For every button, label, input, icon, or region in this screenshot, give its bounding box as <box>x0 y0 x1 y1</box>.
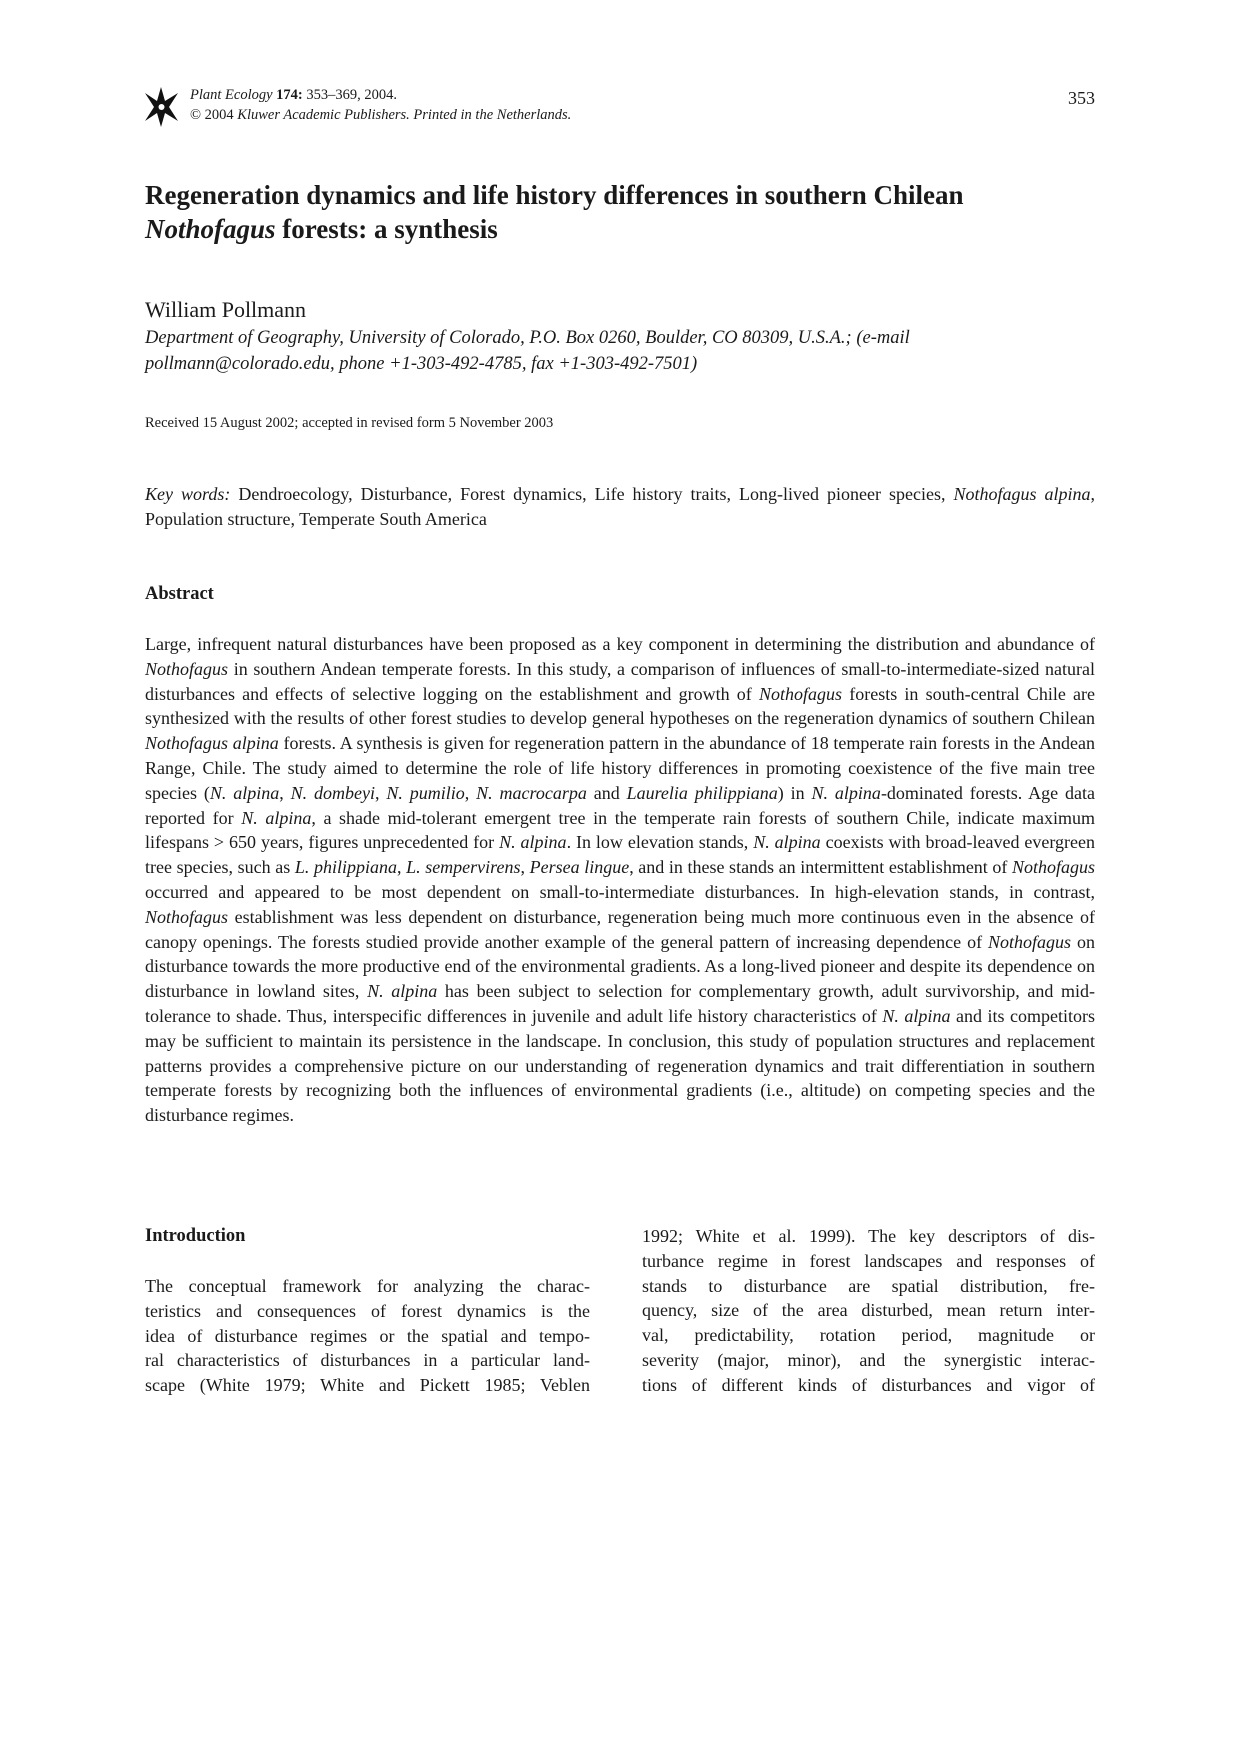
title-line-1: Regeneration dynamics and life history differences in southern Chilean <box>145 180 964 210</box>
abstract-heading: Abstract <box>145 584 214 604</box>
abstract-italic: N. alpina <box>499 832 567 853</box>
abstract-run: . In low elevation stands, <box>566 832 754 853</box>
abstract-run: , and in these stands an intermittent establishment of <box>629 857 1012 878</box>
abstract-italic: Nothofagus <box>145 658 229 679</box>
abstract-run: in southern Andean temperate forests. In this study, a comparison of influences of small-to-intermediate-sized natural disturbances and effects of selective logging on the establishment and growth of <box>145 658 1095 704</box>
text-line: stands to disturbance are spatial distribution, fre- <box>642 1275 1095 1296</box>
keywords-label: Key words: <box>145 484 231 504</box>
abstract-run: on disturbance towards the more productive end of the environmental gradients. As a long-lived pioneer and despite its dependence on disturbance in lowland sites, <box>145 931 1096 1002</box>
abstract-run: forests in south-central Chile are synthesized with the results of other forest studies to develop general hypotheses on the regeneration dynamics of southern Chilean <box>145 683 1095 729</box>
text-line: ral characteristics of disturbances in a particular land- <box>145 1350 590 1371</box>
abstract-italic: N. alpina <box>209 782 280 803</box>
abstract-run: occurred and appeared to be most dependent on small-to-intermediate disturbances. In high-elevation stands, in contrast, <box>145 881 1095 902</box>
affiliation-line-2: pollmann@colorado.edu, phone +1-303-492-4785, fax +1-303-492-7501) <box>145 354 698 374</box>
abstract-italic: Persea lingue <box>529 857 630 878</box>
affiliation-line-1: Department of Geography, University of Colorado, P.O. Box 0260, Boulder, CO 80309, U.S.A.; (e-mail <box>145 328 910 348</box>
abstract-run: , a shade mid-tolerant emergent tree in the temperate rain forests of southern Chile, indicate maximum lifespans > 650 years, figures unprecedented for <box>145 807 1095 853</box>
abstract-italic: N. dombeyi <box>290 782 375 803</box>
keywords-species: Nothofagus alpina <box>953 484 1091 504</box>
keywords-text: Dendroecology, Disturbance, Forest dynamics, Life history traits, Long-lived pioneer species, <box>230 484 954 504</box>
abstract-italic: N. alpina <box>753 832 821 853</box>
abstract-italic: N. pumilio <box>386 782 465 803</box>
abstract-run: coexists with broad-leaved evergreen tree species, such as <box>145 832 1096 878</box>
abstract-italic: Laurelia philippiana <box>626 782 778 803</box>
abstract-italic: N. alpina <box>811 782 881 803</box>
author-affiliation <box>145 325 1095 377</box>
paper-title <box>145 178 1095 246</box>
text-line: quency, size of the area disturbed, mean return inter- <box>642 1300 1095 1321</box>
text-line: teristics and consequences of forest dynamics is the <box>145 1300 590 1321</box>
abstract-run: forests. A synthesis is given for regeneration pattern in the abundance of 18 temperate rain forests in the Andean Range, Chile. The study aimed to determine the role of life history differences in promoting coexistence of the five main tree species ( <box>145 733 1096 803</box>
abstract-run: , <box>464 782 477 803</box>
abstract-run: establishment was less dependent on disturbance, regeneration being much more continuous even in the absence of canopy openings. The forests studied provide another example of the general pattern of increasing dependence of <box>145 906 1095 952</box>
abstract-run: , <box>396 857 407 878</box>
publisher-logo-icon <box>145 87 178 127</box>
keywords <box>145 482 1095 532</box>
abstract-italic: N. alpina <box>241 807 312 828</box>
abstract-italic: N. macrocarpa <box>476 782 587 803</box>
title-genus: Nothofagus <box>145 214 276 244</box>
abstract-italic: N. alpina <box>882 1005 951 1026</box>
abstract-text <box>145 632 1095 1128</box>
abstract-run: , <box>374 782 387 803</box>
author-name: William Pollmann <box>145 297 307 322</box>
introduction-right-column <box>642 1224 1095 1398</box>
introduction-left-column <box>145 1274 590 1398</box>
abstract-run: and its competitors may be sufficient to maintain its persistence in the landscape. In conclusion, this study of population structures and replacement patterns provides a comprehensive picture on our understanding of regeneration dynamics and trait differentiation in southern temperate forests by recognizing both the influences of environmental gradients (i.e., altitude) on competing species and the disturbance regimes. <box>145 1005 1095 1126</box>
abstract-run: and <box>586 782 627 803</box>
abstract-italic: Nothofagus <box>1012 857 1096 878</box>
abstract-italic: Nothofagus <box>988 931 1072 952</box>
abstract-italic: Nothofagus <box>759 683 843 704</box>
received-date: Received 15 August 2002; accepted in revised form 5 November 2003 <box>145 415 554 431</box>
abstract-run: Large, infrequent natural disturbances have been proposed as a key component in determining the distribution and abundance of <box>145 634 1095 654</box>
abstract-run: ) in <box>777 782 812 803</box>
keywords-text-end: , Population structure, Temperate South America <box>145 484 1095 529</box>
text-line: idea of disturbance regimes or the spatial and tempo- <box>145 1325 590 1346</box>
journal-line-2 <box>190 105 571 125</box>
journal-pages-year: 353–369, 2004. <box>306 87 398 103</box>
abstract-run: has been subject to selection for complementary growth, adult survivorship, and mid-tolerance to shade. Thus, interspecific differences in juvenile and adult life history characteristics of <box>145 981 1095 1026</box>
journal-volume: 174: <box>276 87 303 103</box>
abstract-italic: Nothofagus <box>145 906 229 927</box>
publisher-text: Kluwer Academic Publishers. Printed in the Netherlands. <box>237 107 572 123</box>
journal-header <box>145 85 1095 130</box>
abstract-italic: L. sempervirens <box>406 857 521 878</box>
text-line: val, predictability, rotation period, magnitude or <box>642 1325 1095 1346</box>
journal-line-1 <box>190 85 571 105</box>
text-line: The conceptual framework for analyzing the charac- <box>145 1276 590 1296</box>
text-line: scape (White 1979; White and Pickett 1985; Veblen <box>145 1375 590 1396</box>
abstract-run: , <box>279 782 291 803</box>
abstract-italic: N. alpina <box>367 981 438 1002</box>
introduction-heading: Introduction <box>145 1226 246 1246</box>
journal-citation <box>190 85 571 125</box>
text-line: turbance regime in forest landscapes and responses of <box>642 1250 1095 1271</box>
abstract-run: -dominated forests. Age data reported for <box>145 782 1095 828</box>
page-number: 353 <box>1068 88 1095 108</box>
text-line: severity (major, minor), and the synergistic interac- <box>642 1349 1095 1370</box>
journal-name: Plant Ecology <box>190 87 273 103</box>
abstract-italic: Nothofagus alpina <box>145 733 279 754</box>
copyright-year: © 2004 <box>190 107 234 123</box>
title-line-2: forests: a synthesis <box>275 214 498 244</box>
text-line: 1992; White et al. 1999). The key descriptors of dis- <box>642 1226 1095 1246</box>
abstract-run: , <box>520 857 530 878</box>
text-line: tions of different kinds of disturbances and vigor of <box>642 1374 1095 1395</box>
abstract-italic: L. philippiana <box>294 857 397 878</box>
